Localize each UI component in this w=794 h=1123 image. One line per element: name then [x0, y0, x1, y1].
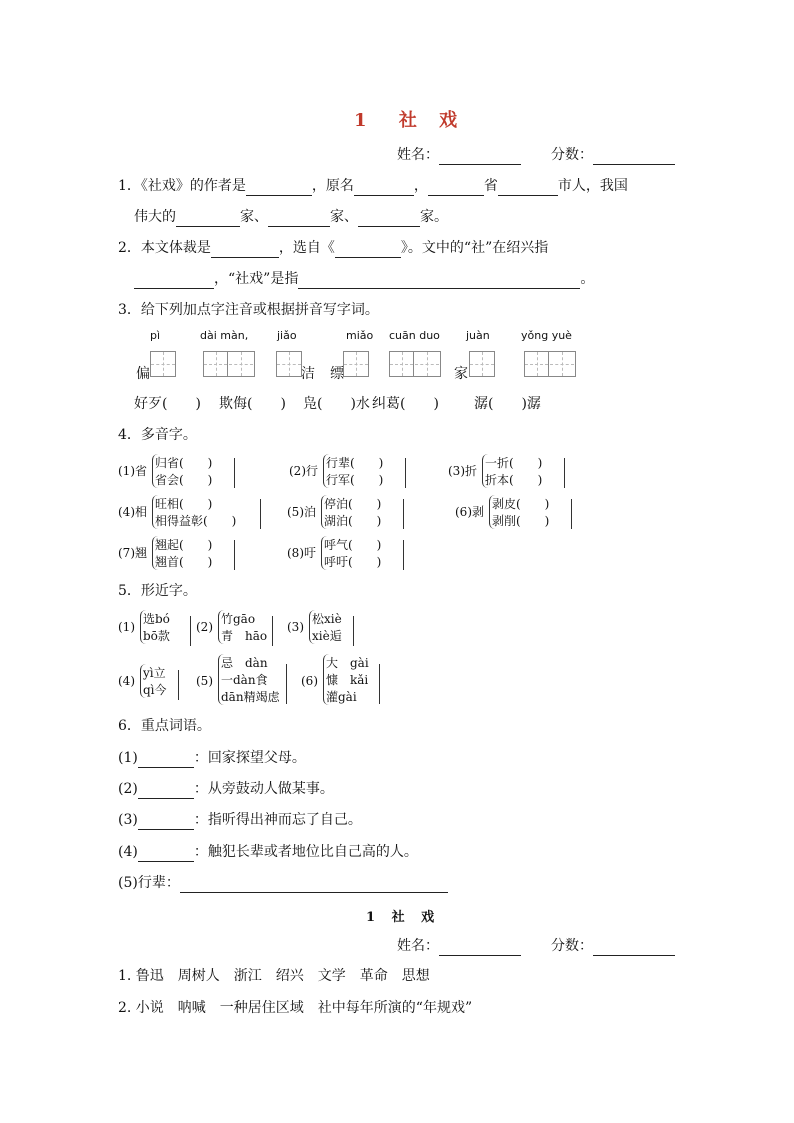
q5-group-line-b: 一dàn食	[221, 673, 268, 687]
q1-text-b: ，原名	[311, 178, 354, 194]
q3-char-3: 缥	[330, 366, 344, 382]
name-label: 姓名：	[397, 147, 439, 163]
q4-right-bracket	[230, 540, 235, 570]
q4-group-label: (5)泊	[287, 505, 316, 519]
q5-group-label: (6)	[301, 674, 318, 688]
q4-group-label: (2)行	[289, 464, 318, 478]
q1-text-i: 家。	[420, 209, 448, 225]
q4-group-line-b: 翘首( )	[155, 555, 213, 569]
q4-right-bracket	[230, 458, 235, 488]
q6-blank-2[interactable]	[138, 784, 194, 799]
q6-item-num: (2)	[118, 781, 138, 797]
q4-right-bracket	[399, 499, 404, 529]
q6-blank-1[interactable]	[138, 753, 194, 768]
q6-item-num: (3)	[118, 812, 138, 828]
q5-group-label: (1)	[118, 620, 135, 634]
page-title	[354, 106, 465, 132]
q5-group-line-a: 选bó	[143, 612, 170, 626]
q5-right-bracket	[282, 664, 287, 704]
q2-line2	[134, 269, 594, 289]
q1-blank-3[interactable]	[428, 181, 484, 196]
name-field[interactable]	[397, 145, 521, 165]
q4-group-line-b: 湖泊( )	[324, 514, 382, 528]
q1-line2	[134, 207, 448, 227]
q3-pinyin-3: jiǎo	[277, 329, 297, 342]
q6-blank-4[interactable]	[138, 847, 194, 862]
title-number: 1	[354, 110, 375, 131]
q4-group-line-b: 折本( )	[485, 473, 543, 487]
answers-name-field[interactable]	[397, 936, 521, 956]
q4-right-bracket	[567, 499, 572, 529]
q4-group-line-a: 呼气( )	[324, 538, 382, 552]
q6-item-text: ：触犯长辈或者地位比自己高的人。	[193, 844, 418, 860]
q2-blank-4[interactable]	[298, 274, 580, 289]
q3-box-4[interactable]	[343, 351, 369, 377]
q3-box-5[interactable]	[389, 351, 441, 377]
q4-right-bracket	[560, 458, 565, 488]
q2-text-e: 。	[580, 271, 595, 287]
q3-pinyin-5: cuān duo	[389, 329, 440, 342]
q1-text-h: 家、	[330, 209, 358, 225]
q3-item-2: 欺侮( )	[219, 396, 286, 412]
q1-line1	[118, 176, 628, 196]
q1-text-g: 家、	[240, 209, 268, 225]
q2-text-c: 》。文中的“社”在绍兴指	[400, 240, 549, 256]
q6-item-text: ：从旁鼓动人做某事。	[193, 781, 334, 797]
answers-score-blank[interactable]	[593, 941, 675, 956]
q4-group-line-a: 一折( )	[485, 456, 543, 470]
q1-blank-1[interactable]	[246, 181, 312, 196]
q4-group-label: (6)剥	[455, 505, 484, 519]
q5-group-line-a: 大 gài	[326, 656, 369, 670]
q3-item-4: 纠葛( )	[372, 396, 439, 412]
answers-score-field[interactable]	[551, 936, 675, 956]
q1-blank-5[interactable]	[176, 212, 240, 227]
q5-right-bracket	[375, 664, 380, 704]
q2-text-b: ，选自《	[278, 240, 335, 256]
answer-2: 2. 小说 呐喊 一种居住区域 社中每年所演的“年规戏”	[118, 1000, 473, 1016]
q1-text-a: 1．《社戏》的作者是	[118, 178, 246, 194]
q4-group-label: (7)翘	[118, 546, 147, 560]
q5-group-line-b: 慷 kǎi	[326, 673, 369, 687]
name-blank[interactable]	[439, 150, 521, 165]
q2-text-a: 2．本文体裁是	[118, 240, 211, 256]
q4-group-label: (3)折	[448, 464, 477, 478]
q4-group-line-a: 翘起( )	[155, 538, 213, 552]
q3-title: 3．给下列加点字注音或根据拼音写字词。	[118, 302, 379, 318]
q5-right-bracket	[349, 616, 354, 646]
q5-group-line-a: yì立	[143, 666, 166, 680]
q5-right-bracket	[174, 670, 179, 700]
q3-box-7[interactable]	[524, 351, 576, 377]
q3-pinyin-2: dài màn,	[200, 329, 249, 342]
q5-group-line-b: 青 hāo	[221, 629, 268, 643]
answers-score-label: 分数：	[551, 938, 593, 954]
q1-blank-4[interactable]	[498, 181, 558, 196]
q4-group-label: (4)相	[118, 505, 147, 519]
q4-group-line-b: 省会( )	[155, 473, 213, 487]
q4-group-line-a: 行辈( )	[326, 456, 384, 470]
q4-title: 4．多音字。	[118, 427, 197, 443]
q1-blank-2[interactable]	[354, 181, 414, 196]
q3-item-1: 好歹( )	[134, 396, 201, 412]
q3-item-5: 潺( )潺	[474, 396, 541, 412]
q3-pinyin-4: miǎo	[346, 329, 374, 342]
q5-group-line-a: 竹gāo	[221, 612, 256, 626]
answers-name-label: 姓名：	[397, 938, 439, 954]
q5-group-line-b: qì今	[143, 683, 167, 697]
q3-char-2: 洁	[301, 366, 315, 382]
q6-item-2	[118, 779, 334, 799]
title-text: 社 戏	[398, 110, 466, 131]
q5-group-line-a: 松xiè	[312, 612, 342, 626]
q3-box-2[interactable]	[203, 351, 255, 377]
q2-blank-2[interactable]	[335, 243, 401, 258]
q3-pinyin-6: juàn	[466, 329, 490, 342]
q3-item-3: 凫( )水	[303, 396, 370, 412]
q6-blank-5[interactable]	[180, 878, 448, 893]
q4-group-line-b: 呼吁( )	[324, 555, 382, 569]
q6-item-text: ：指听得出神而忘了自己。	[193, 812, 362, 828]
score-label: 分数：	[551, 147, 593, 163]
q4-group-line-b: 行军( )	[326, 473, 384, 487]
q4-group-line-a: 归省( )	[155, 456, 213, 470]
q6-item-text: ：回家探望父母。	[193, 750, 306, 766]
q1-text-f: 伟大的	[134, 209, 176, 225]
answers-name-blank[interactable]	[439, 941, 521, 956]
q6-item-num: (5)行辈：	[118, 875, 180, 891]
q6-item-num: (4)	[118, 844, 138, 860]
q4-group-line-b: 相得益彰( )	[155, 514, 237, 528]
q1-text-c: ，	[413, 178, 428, 194]
q5-group-line-b: xiè逅	[312, 629, 342, 643]
q3-pinyin-1: pì	[150, 329, 161, 342]
q3-box-6[interactable]	[469, 351, 495, 377]
q2-text-d: ，“社戏”是指	[214, 271, 299, 287]
score-blank[interactable]	[593, 150, 675, 165]
q4-group-label: (1)省	[118, 464, 147, 478]
q4-group-line-a: 旺相( )	[155, 497, 213, 511]
q1-blank-6[interactable]	[268, 212, 330, 227]
q6-title: 6．重点词语。	[118, 718, 211, 734]
q6-item-num: (1)	[118, 750, 138, 766]
q2-line1	[118, 238, 548, 258]
score-field[interactable]	[551, 145, 675, 165]
q5-group-label: (3)	[287, 620, 304, 634]
q3-pinyin-7: yǒng yuè	[521, 329, 572, 342]
q4-right-bracket	[401, 458, 406, 488]
q5-group-label: (5)	[196, 674, 213, 688]
q4-group-line-a: 停泊( )	[324, 497, 382, 511]
q2-blank-3[interactable]	[134, 274, 214, 289]
q5-group-label: (2)	[196, 620, 213, 634]
q6-item-3	[118, 810, 362, 830]
q4-right-bracket	[399, 540, 404, 570]
answer-1: 1. 鲁迅 周树人 浙江 绍兴 文学 革命 思想	[118, 968, 430, 984]
q3-char-1: 偏	[136, 366, 150, 382]
q5-right-bracket	[186, 616, 191, 646]
q5-title: 5．形近字。	[118, 583, 197, 599]
q5-group-line-b: bō款	[143, 629, 170, 643]
q5-group-line-c: dān精竭虑	[221, 690, 280, 704]
answers-title: 1 社 戏	[366, 910, 441, 925]
q6-item-4	[118, 842, 418, 862]
q3-box-3[interactable]	[276, 351, 302, 377]
q4-group-line-a: 剥皮( )	[492, 497, 550, 511]
q1-blank-7[interactable]	[358, 212, 420, 227]
q5-group-line-c: 灌gài	[326, 690, 357, 704]
q6-blank-3[interactable]	[138, 815, 194, 830]
q4-group-label: (8)吁	[287, 546, 316, 560]
q3-box-1[interactable]	[150, 351, 174, 377]
q5-group-label: (4)	[118, 674, 135, 688]
q5-right-bracket	[268, 616, 273, 646]
q5-group-line-a: 忌 dàn	[221, 656, 268, 670]
q6-item-1	[118, 748, 306, 768]
q6-item-5	[118, 873, 448, 893]
q2-blank-1[interactable]	[211, 243, 279, 258]
q4-group-line-b: 剥削( )	[492, 514, 550, 528]
q1-text-e: 市人，我国	[557, 178, 628, 194]
q1-text-d: 省	[483, 178, 498, 194]
q4-right-bracket	[256, 499, 261, 529]
q3-char-4: 家	[454, 366, 468, 382]
